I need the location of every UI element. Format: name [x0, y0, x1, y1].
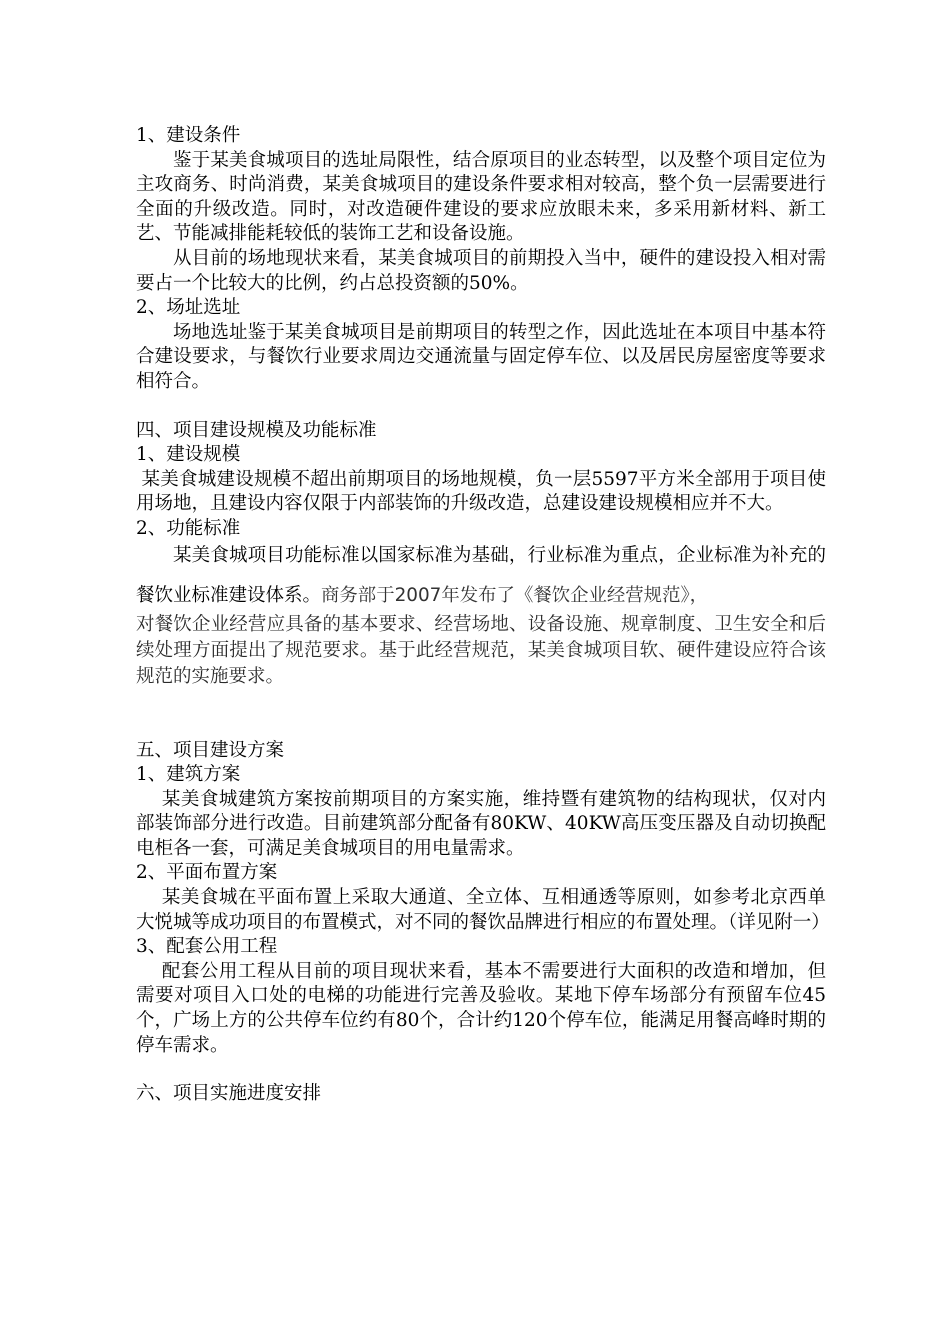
paragraph-functional-standards [136, 536, 826, 616]
heading-public-utilities: 3、配套公用工程 [136, 936, 278, 958]
heading-construction-plan: 五、项目建设方案 [136, 739, 285, 761]
heading-construction-conditions: 1、建设条件 [136, 125, 241, 146]
paragraph-architectural-plan: 某美食城建筑方案按前期项目的方案实施，维持暨有建筑物的结构现状，仅对内部装饰部分进行改造。目前建筑部分配备有80KW、40KW高压变压器及自动切换配电柜各一套，可满足美食城项目的用电量需求。 [136, 788, 826, 859]
document-page [136, 124, 830, 1107]
paragraph-construction-scale: 某美食城建设规模不超出前期项目的场地规模，负一层5597平方米全部用于项目使用场地，且建设内容仅限于内部装饰的升级改造，总建设建设规模相应并不大。 [136, 468, 826, 515]
heading-functional-standards: 2、功能标准 [136, 517, 241, 539]
paragraph-construction-conditions-2: 从目前的场地现状来看，某美食城项目的前期投入当中，硬件的建设投入相对需要占一个比较大的比例，约占总投资额的50%。 [136, 247, 826, 294]
paragraph-public-utilities: 配套公用工程从目前的项目现状来看，基本不需要进行大面积的改造和增加，但需要对项目入口处的电梯的功能进行完善及验收。某地下停车场部分有预留车位45个，广场上方的公共停车位约有80个，合计约120个停车位，能满足用餐高峰时期的停车需求。 [136, 960, 826, 1056]
heading-construction-scale: 1、建设规模 [136, 444, 241, 466]
paragraph-construction-conditions-1: 鉴于某美食城项目的选址局限性，结合原项目的业态转型，以及整个项目定位为主攻商务、时尚消费，某美食城项目的建设条件要求相对较高，整个负一层需要进行全面的升级改造。同时，对改造硬件建设的要求应放眼未来，多采用新材料、新工艺、节能减排能耗较低的装饰工艺和设备设施。 [136, 149, 826, 245]
functional-standards-part-2: 商务部于2007年发布了《餐饮企业经营规范》， [321, 584, 709, 606]
heading-site-selection: 2、场址选址 [136, 297, 241, 319]
heading-layout-plan: 2、平面布置方案 [136, 862, 278, 884]
heading-scale-and-standards: 四、项目建设规模及功能标准 [136, 419, 377, 441]
functional-standards-part-1: 某美食城项目功能标准以国家标准为基础，行业标准为重点，企业标准为补充的餐饮业标准建设体系。 [136, 544, 826, 606]
heading-architectural-plan: 1、建筑方案 [136, 764, 241, 786]
paragraph-layout-plan: 某美食城在平面布置上采取大通道、全立体、互相通透等原则，如参考北京西单大悦城等成功项目的布置模式，对不同的餐饮品牌进行相应的布置处理。（详见附一） [136, 887, 830, 933]
heading-implementation-schedule: 六、项目实施进度安排 [136, 1083, 322, 1105]
paragraph-functional-standards-continued: 对餐饮企业经营应具备的基本要求、经营场地、设备设施、规章制度、卫生安全和后续处理方面提出了规范要求。基于此经营规范，某美食城项目软、硬件建设应符合该规范的实施要求。 [136, 613, 826, 687]
paragraph-site-selection: 场地选址鉴于某美食城项目是前期项目的转型之作，因此选址在本项目中基本符合建设要求，与餐饮行业要求周边交通流量与固定停车位、以及居民房屋密度等要求相符合。 [136, 321, 826, 392]
